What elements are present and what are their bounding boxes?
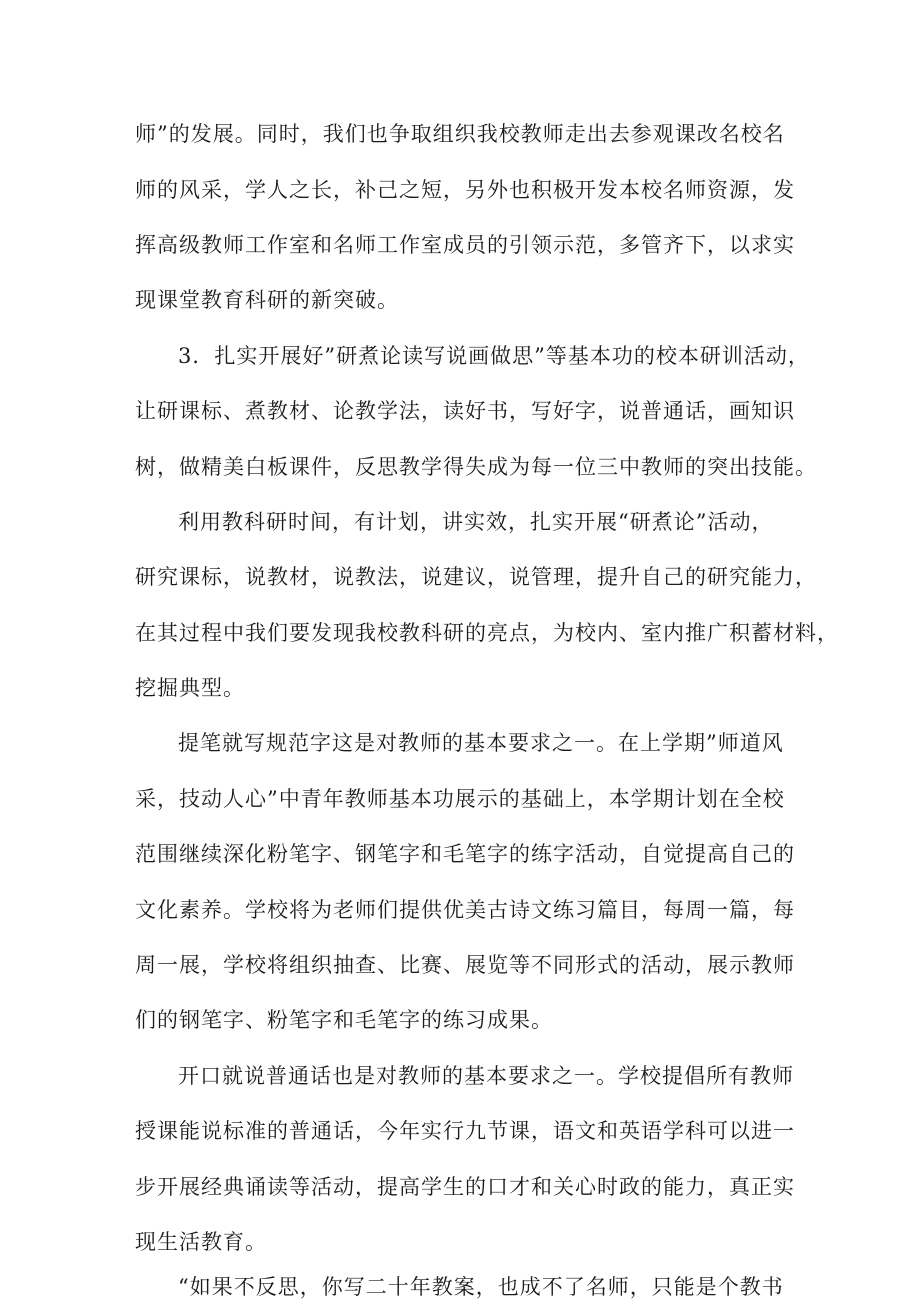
paragraph-4-line-3: 范围继续深化粉笔字、钢笔字和毛笔字的练字活动，自觉提高自己的 [135,842,795,866]
paragraph-4-line-1: 提笔就写规范字这是对教师的基本要求之一。在上学期”师道风 [178,731,784,755]
paragraph-6-line-1: “如果不反思，你写二十年教案，也成不了名师，只能是个教书 [178,1275,784,1299]
paragraph-4-line-6: 们的钢笔字、粉笔字和毛笔字的练习成果。 [135,1008,553,1032]
paragraph-4-line-2: 采，技动人心”中青年教师基本功展示的基础上，本学期计划在全校 [135,787,785,811]
paragraph-1-line-1: 师”的发展。同时，我们也争取组织我校教师走出去参观课改名校名 [135,122,785,146]
paragraph-5-line-3: 步开展经典诵读等活动，提高学生的口才和关心时政的能力，真正实 [135,1175,795,1199]
paragraph-1-line-4: 现课堂教育科研的新突破。 [135,288,399,312]
paragraph-3-line-4: 挖掘典型。 [135,676,245,700]
paragraph-5-line-4: 现生活教育。 [135,1230,267,1254]
paragraph-4-line-5: 周一展，学校将组织抽查、比赛、展览等不同形式的活动，展示教师 [135,953,795,977]
paragraph-3-line-2: 研究课标，说教材，说教法，说建议，说管理，提升自己的研究能力， [135,565,817,589]
paragraph-2-line-3: 树，做精美白板课件，反思教学得失成为每一位三中教师的突出技能。 [135,455,817,479]
paragraph-5-line-1: 开口就说普通话也是对教师的基本要求之一。学校提倡所有教师 [178,1064,794,1088]
paragraph-4-line-4: 文化素养。学校将为老师们提供优美古诗文练习篇目，每周一篇，每 [135,898,795,922]
paragraph-1-line-3: 挥高级教师工作室和名师工作室成员的引领示范，多管齐下，以求实 [135,233,795,257]
paragraph-5-line-2: 授课能说标准的普通话，今年实行九节课，语文和英语学科可以进一 [135,1119,795,1143]
paragraph-2-line-1: 3．扎实开展好”研煮论读写说画做思”等基本功的校本研训活动， [178,344,810,368]
paragraph-3-line-3: 在其过程中我们要发现我校教科研的亮点，为校内、室内推广积蓄材料， [135,621,839,645]
paragraph-1-line-2: 师的风采，学人之长，补己之短，另外也积极开发本校名师资源，发 [135,178,795,202]
paragraph-2-line-2: 让研课标、煮教材、论教学法，读好书，写好字，说普通话，画知识 [135,399,795,423]
paragraph-3-line-1: 利用教科研时间，有计划，讲实效，扎实开展“研煮论”活动， [178,510,774,534]
